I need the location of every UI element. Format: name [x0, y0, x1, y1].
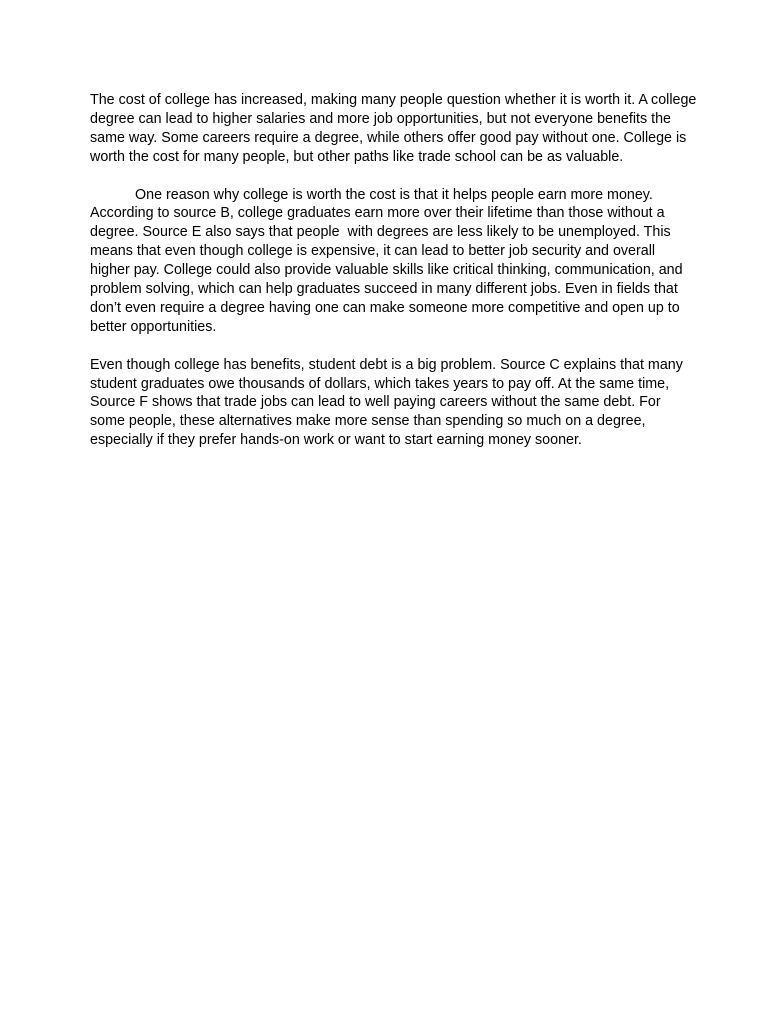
- text-line: student graduates owe thousands of dollars, which takes years to pay off. At the same time,: [90, 375, 670, 392]
- text-line: some people, these alternatives make more sense than spending so much on a degree,: [90, 413, 646, 430]
- text-line: problem solving, which can help graduates succeed in many different jobs. Even in fields that: [90, 281, 678, 298]
- paragraph-debt-argument: [90, 356, 690, 451]
- text-line: higher pay. College could also provide valuable skills like critical thinking, communication, and: [90, 262, 683, 279]
- text-line: same way. Some careers require a degree, while others offer good pay without one. College is: [90, 129, 687, 146]
- paragraph-salary-argument: [90, 186, 690, 337]
- text-line: means that even though college is expensive, it can lead to better job security and overall: [90, 243, 656, 260]
- text-line: Even though college has benefits, student debt is a big problem. Source C explains that many: [90, 356, 683, 373]
- text-line: degree can lead to higher salaries and more job opportunities, but not everyone benefits the: [90, 110, 671, 127]
- text-line: The cost of college has increased, making many people question whether it is worth it. A college: [90, 92, 697, 108]
- text-line: worth the cost for many people, but other paths like trade school can be as valuable.: [90, 148, 624, 165]
- text-line: especially if they prefer hands-on work or want to start earning money sooner.: [90, 432, 582, 449]
- document-body: [90, 91, 697, 469]
- text-line: degree. Source E also says that people with degrees are less likely to be unemployed. This: [90, 224, 671, 241]
- text-line: One reason why college is worth the cost is that it helps people earn more money.: [135, 186, 653, 203]
- text-line: Source F shows that trade jobs can lead to well paying careers without the same debt. For: [90, 394, 661, 411]
- text-line: According to source B, college graduates earn more over their lifetime than those without a: [90, 205, 665, 222]
- text-line: better opportunities.: [90, 318, 217, 335]
- paragraph-intro: [90, 91, 697, 167]
- text-line: don’t even require a degree having one can make someone more competitive and open up to: [90, 299, 680, 316]
